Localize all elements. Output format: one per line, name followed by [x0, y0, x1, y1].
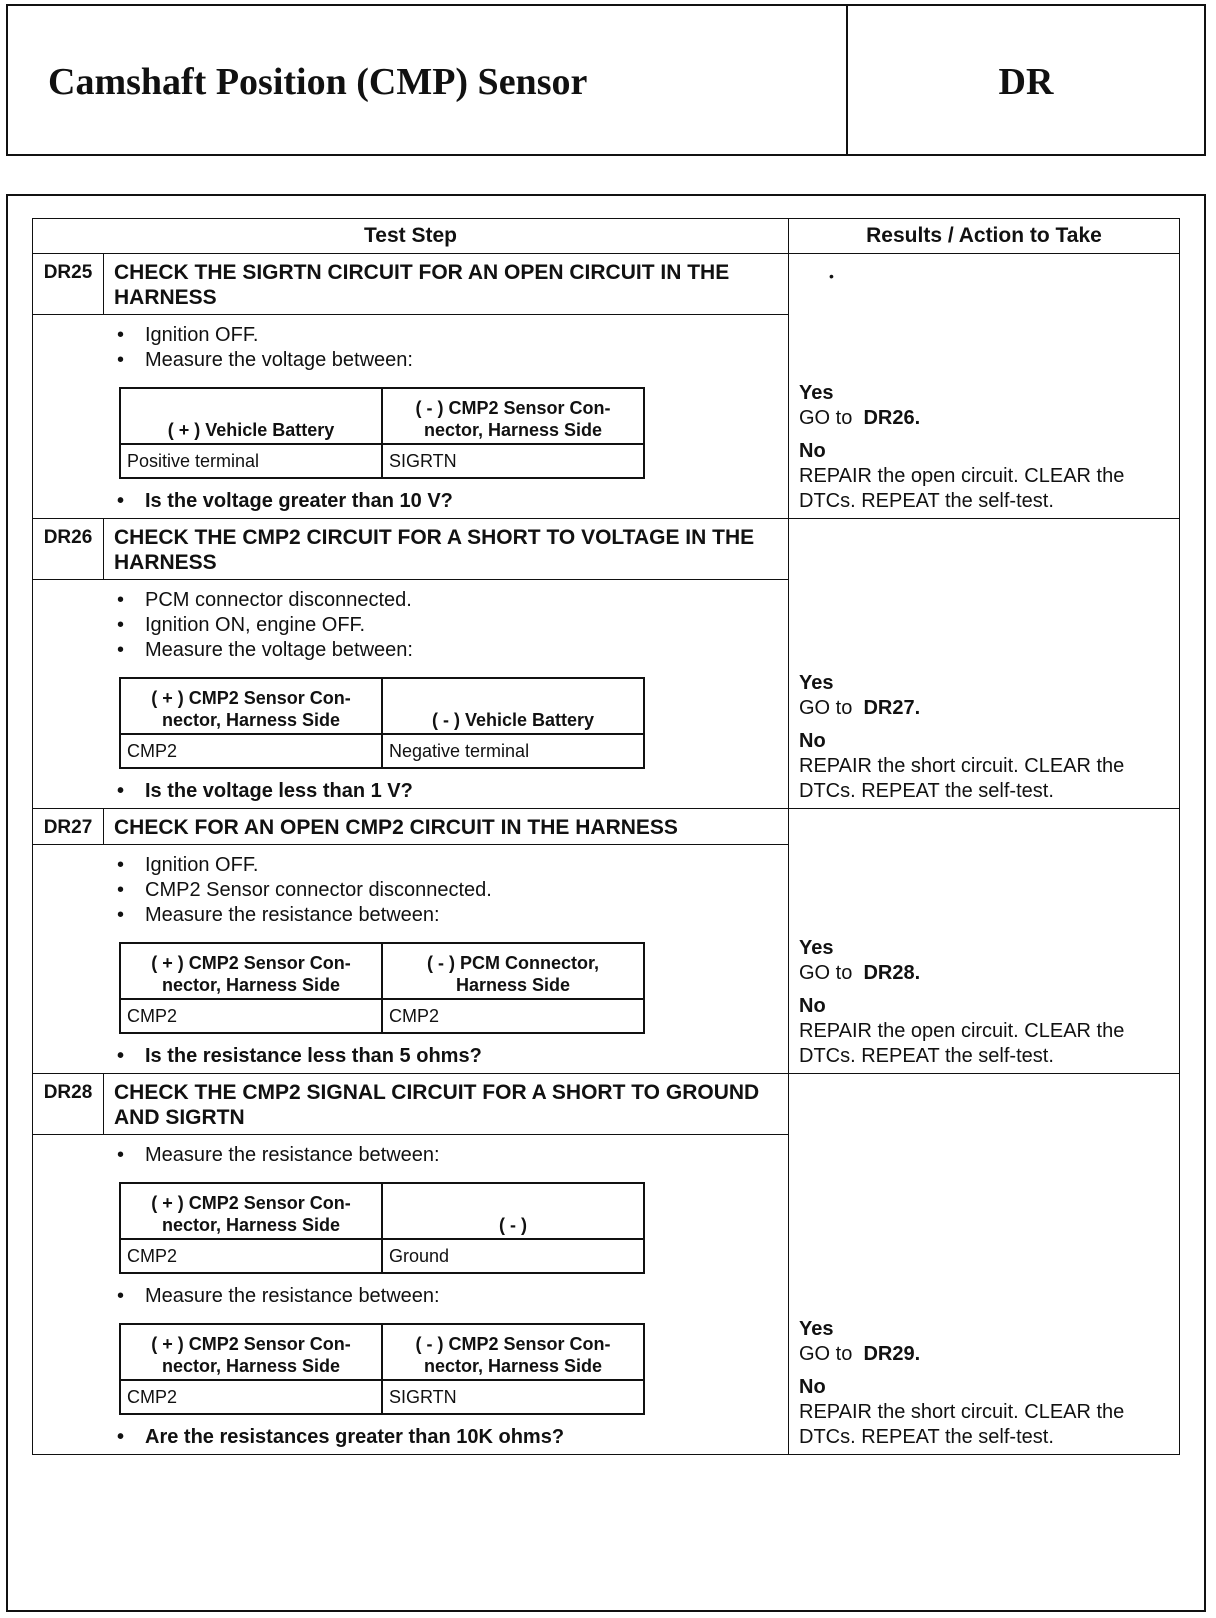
step-question: • Is the voltage less than 1 V? — [117, 780, 413, 802]
step-body — [33, 315, 789, 519]
measure-header-positive: ( + ) Vehicle Battery — [120, 388, 382, 444]
step-code: DR26 — [33, 519, 104, 580]
no-label: No — [799, 1376, 826, 1398]
list-item: • Measure the resistance between: — [117, 1285, 440, 1307]
yes-label: Yes — [799, 1318, 834, 1340]
measurement-table — [119, 677, 645, 769]
measure-header-negative: ( - ) — [382, 1183, 644, 1239]
step-code: DR25 — [33, 254, 104, 315]
col-results-header: Results / Action to Take — [789, 219, 1180, 254]
yes-text: GO to — [799, 697, 853, 719]
step-code: DR27 — [33, 809, 104, 845]
list-item: • Measure the resistance between: — [117, 904, 440, 926]
step-title: CHECK THE CMP2 CIRCUIT FOR A SHORT TO VOLTAGE IN THE HARNESS — [104, 519, 789, 580]
measure-header-negative: ( - ) PCM Connector, Harness Side — [382, 943, 644, 999]
no-label: No — [799, 995, 826, 1017]
step-body — [33, 1135, 789, 1455]
measure-value-negative: SIGRTN — [382, 1380, 644, 1414]
list-item: • Measure the resistance between: — [117, 1144, 440, 1166]
no-text: REPAIR the short circuit. CLEAR the DTCs. REPEAT the self-test. — [799, 755, 1125, 802]
list-item: • PCM connector disconnected. — [117, 589, 412, 611]
no-text: REPAIR the short circuit. CLEAR the DTCs. REPEAT the self-test. — [799, 1401, 1125, 1448]
no-label: No — [799, 730, 826, 752]
yes-label: Yes — [799, 672, 834, 694]
page-header — [6, 4, 1206, 156]
no-text: REPAIR the open circuit. CLEAR the DTCs. REPEAT the self-test. — [799, 1020, 1125, 1067]
yes-label: Yes — [799, 937, 834, 959]
step-question: • Is the resistance less than 5 ohms? — [117, 1045, 482, 1067]
step-result — [789, 519, 1180, 809]
list-item: • Ignition OFF. — [117, 854, 259, 876]
no-text: REPAIR the open circuit. CLEAR the DTCs. REPEAT the self-test. — [799, 465, 1125, 512]
measure-value-negative: Ground — [382, 1239, 644, 1273]
step-question: • Is the voltage greater than 10 V? — [117, 490, 453, 512]
measure-header-negative: ( - ) CMP2 Sensor Con-nector, Harness Side — [382, 388, 644, 444]
step-body — [33, 580, 789, 809]
list-item: • Measure the voltage between: — [117, 639, 413, 661]
measure-value-positive: CMP2 — [120, 1380, 382, 1414]
list-item: • Measure the voltage between: — [117, 349, 413, 371]
col-test-step-header: Test Step — [33, 219, 789, 254]
step-title: CHECK THE CMP2 SIGNAL CIRCUIT FOR A SHORT TO GROUND AND SIGRTN — [104, 1074, 789, 1135]
yes-target: DR28. — [863, 962, 921, 984]
yes-target: DR29. — [863, 1343, 921, 1365]
measure-header-positive: ( + ) CMP2 Sensor Con-nector, Harness Side — [120, 943, 382, 999]
no-label: No — [799, 440, 826, 462]
step-title: CHECK FOR AN OPEN CMP2 CIRCUIT IN THE HARNESS — [104, 809, 789, 845]
yes-text: GO to — [799, 407, 853, 429]
list-item: • Ignition ON, engine OFF. — [117, 614, 366, 636]
list-item: • Ignition OFF. — [117, 324, 259, 346]
measure-header-positive: ( + ) CMP2 Sensor Con-nector, Harness Side — [120, 678, 382, 734]
measure-value-positive: CMP2 — [120, 734, 382, 768]
measure-value-negative: Negative terminal — [382, 734, 644, 768]
test-step-table — [32, 218, 1180, 1455]
yes-label: Yes — [799, 382, 834, 404]
measure-value-positive: CMP2 — [120, 999, 382, 1033]
step-result — [789, 1074, 1180, 1455]
measure-header-negative: ( - ) Vehicle Battery — [382, 678, 644, 734]
yes-text: GO to — [799, 1343, 853, 1365]
measure-header-positive: ( + ) CMP2 Sensor Con-nector, Harness Side — [120, 1324, 382, 1380]
page-title: Camshaft Position (CMP) Sensor — [48, 61, 588, 103]
yes-target: DR26. — [863, 407, 921, 429]
yes-target: DR27. — [863, 697, 921, 719]
measure-value-negative: CMP2 — [382, 999, 644, 1033]
measure-value-negative: SIGRTN — [382, 444, 644, 478]
section-code: DR — [998, 61, 1054, 103]
stray-mark: • — [829, 268, 834, 284]
list-item: • CMP2 Sensor connector disconnected. — [117, 879, 492, 901]
measure-value-positive: Positive terminal — [120, 444, 382, 478]
step-result — [789, 254, 1180, 519]
measurement-table — [119, 1182, 645, 1274]
step-question: • Are the resistances greater than 10K ohms? — [117, 1426, 565, 1448]
measure-header-positive: ( + ) CMP2 Sensor Con-nector, Harness Side — [120, 1183, 382, 1239]
measurement-table — [119, 1323, 645, 1415]
yes-text: GO to — [799, 962, 853, 984]
measure-header-negative: ( - ) CMP2 Sensor Con-nector, Harness Side — [382, 1324, 644, 1380]
step-result — [789, 809, 1180, 1074]
main-frame — [6, 194, 1206, 1612]
step-code: DR28 — [33, 1074, 104, 1135]
step-body — [33, 845, 789, 1074]
measure-value-positive: CMP2 — [120, 1239, 382, 1273]
measurement-table — [119, 387, 645, 479]
measurement-table — [119, 942, 645, 1034]
step-title: CHECK THE SIGRTN CIRCUIT FOR AN OPEN CIRCUIT IN THE HARNESS — [104, 254, 789, 315]
